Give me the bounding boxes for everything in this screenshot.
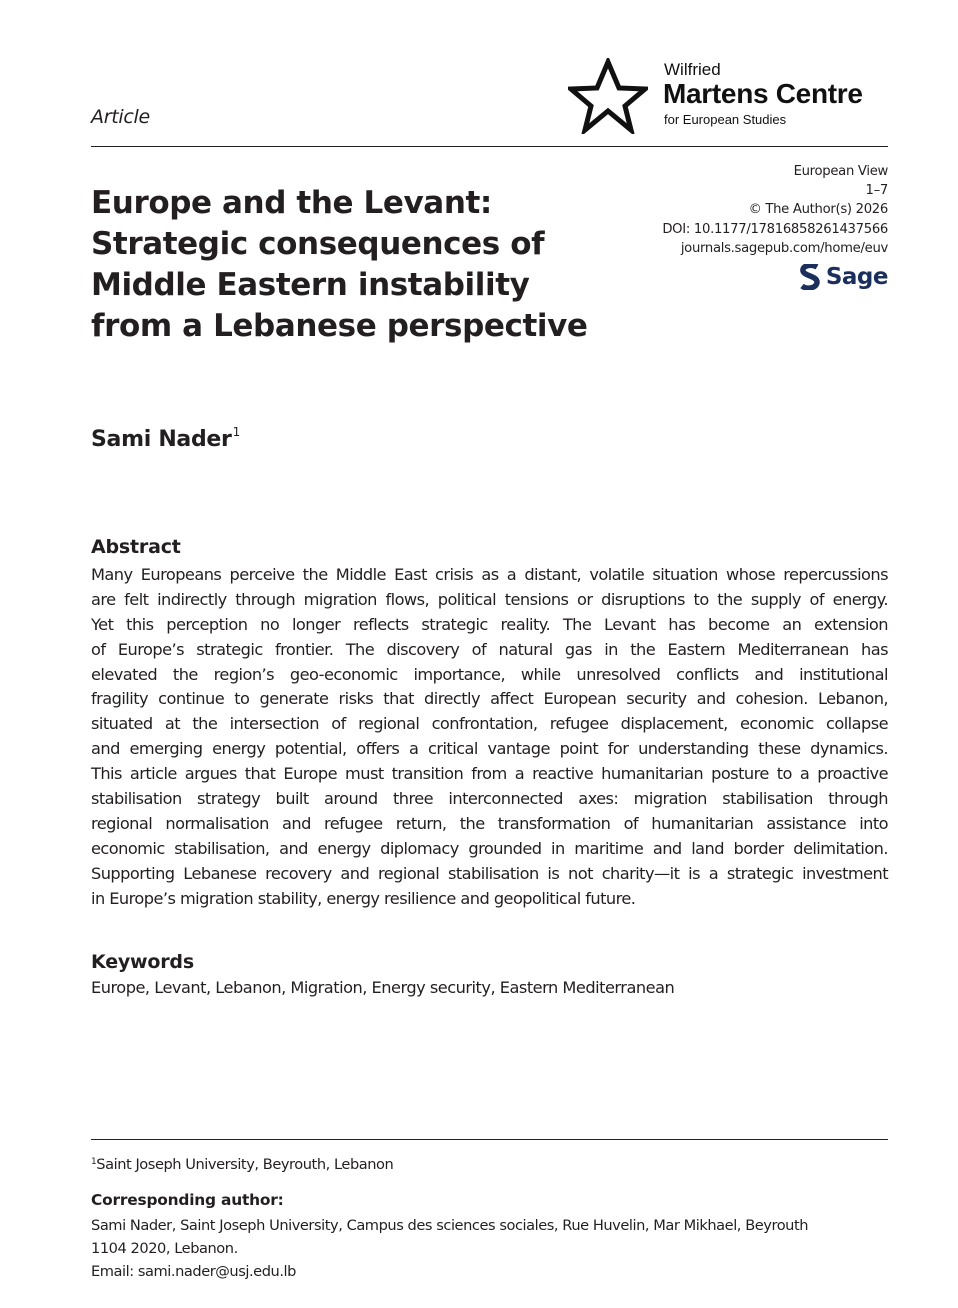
journal-url[interactable]: journals.sagepub.com/home/euv (680, 240, 888, 256)
star-icon (568, 58, 648, 134)
abstract-line: situated at the intersection of regional confrontation, refugee displacement, economic collapse (91, 714, 888, 734)
keywords-list: Europe, Levant, Lebanon, Migration, Energy security, Eastern Mediterranean (91, 978, 675, 997)
abstract-line: in Europe’s migration stability, energy resilience and geopolitical future. (91, 888, 636, 908)
sage-s-icon (800, 264, 820, 290)
title-line: Europe and the Levant: (91, 185, 492, 221)
abstract-line: elevated the region’s geo-economic importance, while unresolved conflicts and institutional (91, 664, 888, 684)
sage-logo (800, 260, 888, 294)
logo-line-wilfried: Wilfried (664, 60, 721, 79)
abstract-line: and emerging energy potential, offers a critical vantage point for understanding these dynamics. (91, 739, 888, 759)
abstract-line: Yet this perception no longer reflects strategic reality. The Levant has become an extension (91, 614, 888, 634)
corresponding-email[interactable]: Email: sami.nader@usj.edu.lb (91, 1263, 296, 1280)
corresponding-address-line: 1104 2020, Lebanon. (91, 1240, 238, 1257)
header-divider (91, 146, 888, 147)
abstract-line: Supporting Lebanese recovery and regional stabilisation is not charity—it is a strategic investment (91, 863, 888, 883)
affiliation-text: Saint Joseph University, Beyrouth, Lebanon (96, 1156, 394, 1173)
keywords-heading: Keywords (91, 951, 194, 973)
abstract-heading: Abstract (91, 536, 181, 558)
abstract-line: of Europe’s strategic frontier. The discovery of natural gas in the Eastern Mediterranean has (91, 639, 888, 659)
footnote-divider (91, 1139, 888, 1140)
affiliation-marker: 1 (91, 1157, 97, 1167)
corresponding-author-heading: Corresponding author: (91, 1191, 284, 1209)
abstract-line: fragility continue to generate risks that directly affect European security and cohesion. Lebanon, (91, 689, 888, 709)
abstract-text (91, 563, 888, 911)
author-byline (91, 427, 240, 452)
affiliation-marker: 1 (232, 425, 240, 439)
article-title (91, 183, 611, 347)
abstract-line: This article argues that Europe must transition from a reactive humanitarian posture to a proactive (91, 764, 888, 784)
title-line: from a Lebanese perspective (91, 308, 588, 344)
abstract-line: stabilisation strategy built around three interconnected axes: migration stabilisation through (91, 789, 888, 809)
corresponding-address-line: Sami Nader, Saint Joseph University, Campus des sciences sociales, Rue Huvelin, Mar Mikhael, Beyrouth (91, 1217, 809, 1234)
logo-line-european-studies: for European Studies (664, 112, 787, 127)
copyright: © The Author(s) 2026 (748, 202, 888, 218)
logo-line-martens-centre: Martens Centre (663, 78, 863, 109)
title-line: Middle Eastern instability (91, 267, 530, 303)
doi[interactable]: DOI: 10.1177/17816858261437566 (662, 221, 888, 237)
publisher-name: Sage (825, 264, 888, 290)
journal-meta (662, 162, 888, 258)
page-range: 1–7 (865, 183, 888, 199)
article-type-label: Article (91, 106, 150, 128)
journal-name: European View (793, 164, 888, 179)
abstract-line: are felt indirectly through migration flows, political tensions or disruptions to the supply of energy. (91, 589, 888, 609)
affiliation-footnote (91, 1156, 393, 1173)
corresponding-author-details (91, 1214, 888, 1283)
abstract-line: Many Europeans perceive the Middle East crisis as a distant, volatile situation whose repercussions (91, 565, 888, 584)
abstract-line: regional normalisation and refugee return, the transformation of humanitarian assistance into (91, 813, 888, 833)
martens-centre-logo (568, 58, 898, 138)
title-line: Strategic consequences of (91, 226, 545, 262)
abstract-line: economic stabilisation, and energy diplomacy grounded in maritime and land border delimitation. (91, 838, 888, 858)
author-name: Sami Nader (91, 427, 232, 452)
